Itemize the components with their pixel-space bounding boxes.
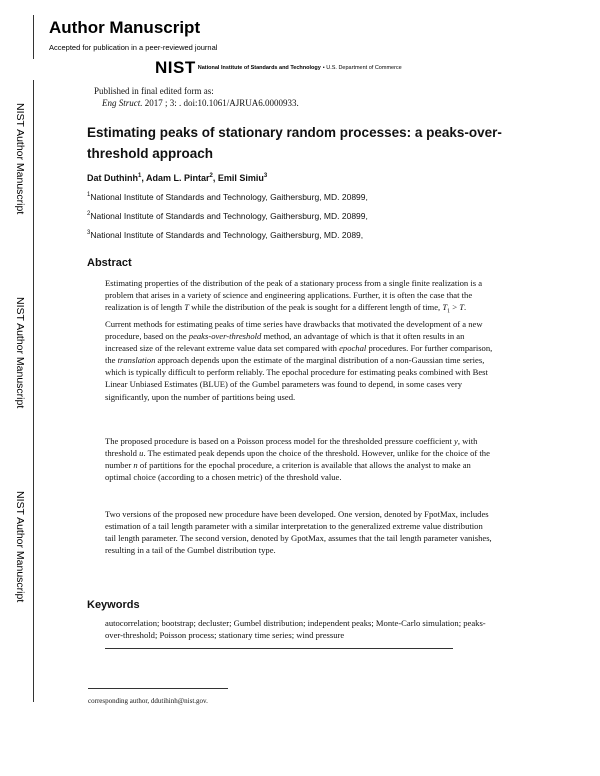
left-margin-rule <box>33 80 34 702</box>
text-run: The proposed procedure is based on a Poisson process model for the thresholded pressure coefficient <box>105 436 454 446</box>
affiliation-sup: 2 <box>87 211 91 218</box>
subscript: 1 <box>447 308 451 315</box>
author-sup: 1 <box>138 173 142 179</box>
text-run-italic: n <box>133 460 138 471</box>
citation-details: 2017 ; 3: . doi:10.1061/AJRUA6.0000933. <box>142 98 299 108</box>
keywords-text: autocorrelation; bootstrap; decluster; Gumbel distribution; independent peaks; Monte-Carlo simulation; peaks-over-threshold; Poisson process; stationary time series; wind pressure <box>105 618 486 641</box>
manuscript-title: Author Manuscript <box>49 18 201 37</box>
affiliation-text: National Institute of Standards and Technology, Gaithersburg, MD. 20899, <box>90 211 368 221</box>
published-line: Published in final edited form as: <box>94 86 214 96</box>
affiliation-text: National Institute of Standards and Technology, Gaithersburg, MD. 2089, <box>90 230 364 240</box>
text-run: procedures. For further comparison, the <box>105 343 493 366</box>
citation <box>94 97 299 109</box>
text-run: , with threshold <box>105 436 478 459</box>
author-name: Dat Duthinh <box>87 173 138 183</box>
author-sup: 2 <box>209 173 213 179</box>
text-run: method, an advantage of which is that it often results in an increased size of the relevant extreme value data set compared with <box>105 331 465 354</box>
affiliation-text: National Institute of Standards and Technology, Gaithersburg, MD. 20899, <box>90 192 368 202</box>
text-run: . The estimated peak depends upon the choice of the threshold. However, unlike for the choice of the number <box>105 448 490 471</box>
text-run: . Current methods for estimating peaks of time series have drawbacks that motivated the development of a new procedure, based on the <box>105 302 483 342</box>
author-sup: 3 <box>263 173 268 179</box>
nist-banner <box>155 59 402 76</box>
text-run: Estimating properties of the distribution of the peak of a stationary process from a single finite realization is a problem that arises in a variety of science and engineering applications. Further, it is often the case that the realization is of length <box>105 278 483 313</box>
affiliation-1 <box>87 192 368 202</box>
keywords-rule <box>105 648 453 649</box>
abstract-paragraph-1 <box>105 277 493 403</box>
text-run: approach depends upon the estimate of the marginal distribution of a non-Gaussian time series, which is typically difficult to perform reliably. The epochal procedure for estimating peaks combined with Best Linear Unbiased Estimates (BLUE) of the Gumbel parameters was found to depend, in some cases very significantly, upon the number of partitions being used. <box>105 355 488 402</box>
manuscript-subtitle: Accepted for publication in a peer-reviewed journal <box>49 43 218 52</box>
published-info <box>94 85 299 109</box>
nist-department: • U.S. Department of Commerce <box>322 64 402 71</box>
side-label-2: NIST Author Manuscript <box>14 297 26 409</box>
text-run-italic: u <box>139 448 144 459</box>
text-run: while the distribution of the peak is sought for a different length of time, <box>189 302 443 313</box>
text-run: of partitions for the epochal procedure, a criterion is available that allows the analyst to make an optimal choice (according to a chosen metric) of the threshold value. <box>105 460 471 483</box>
author-name: Emil Simiu <box>217 173 264 183</box>
side-label-3: NIST Author Manuscript <box>14 491 26 603</box>
text-run: > <box>450 302 460 313</box>
affiliation-sup: 3 <box>87 230 91 237</box>
abstract-paragraph-3: Two versions of the proposed new procedure have been developed. One version, denoted by FpotMax, includes estimation of a tail length parameter with a similar interpretation to the generalized extreme value distribution tail length parameter. The second version, denoted by GpotMax, assumes that the tail length parameter vanishes, resulting in a tail of the Gumbel distribution type. <box>105 509 492 556</box>
abstract-heading: Abstract <box>87 257 132 269</box>
text-run-italic: T <box>459 302 465 313</box>
text-run-italic: translation <box>117 355 156 366</box>
affiliation-sup: 1 <box>87 192 91 199</box>
affiliation-2 <box>87 211 368 221</box>
text-run-italic: peaks-over-threshold <box>188 331 262 342</box>
author-list: Dat Duthinh$^1$, Adam L. Pintar$^2$, Emil Simiu$^3$ <box>87 173 268 183</box>
text-run-italic: y <box>453 436 458 446</box>
author-name: Adam L. Pintar <box>146 173 210 183</box>
text-run-italic: T <box>442 302 448 313</box>
nist-institute-name: National Institute of Standards and Technology <box>197 64 321 71</box>
abstract-paragraph-2 <box>105 435 493 483</box>
footnote: corresponding author, ddutihinh@nist.gov. <box>88 697 208 705</box>
journal-name: Eng Struct. <box>102 98 143 108</box>
paper-title: Estimating peaks of stationary random processes: a peaks-over-threshold approach <box>87 125 502 161</box>
nist-logo: NIST <box>155 58 196 77</box>
affiliation-3 <box>87 230 363 240</box>
footnote-rule <box>88 688 228 689</box>
text-run-italic: T <box>184 302 190 313</box>
keywords-heading: Keywords <box>87 599 140 611</box>
side-label-1: NIST Author Manuscript <box>14 103 26 215</box>
text-run-italic: epochal <box>339 343 367 354</box>
